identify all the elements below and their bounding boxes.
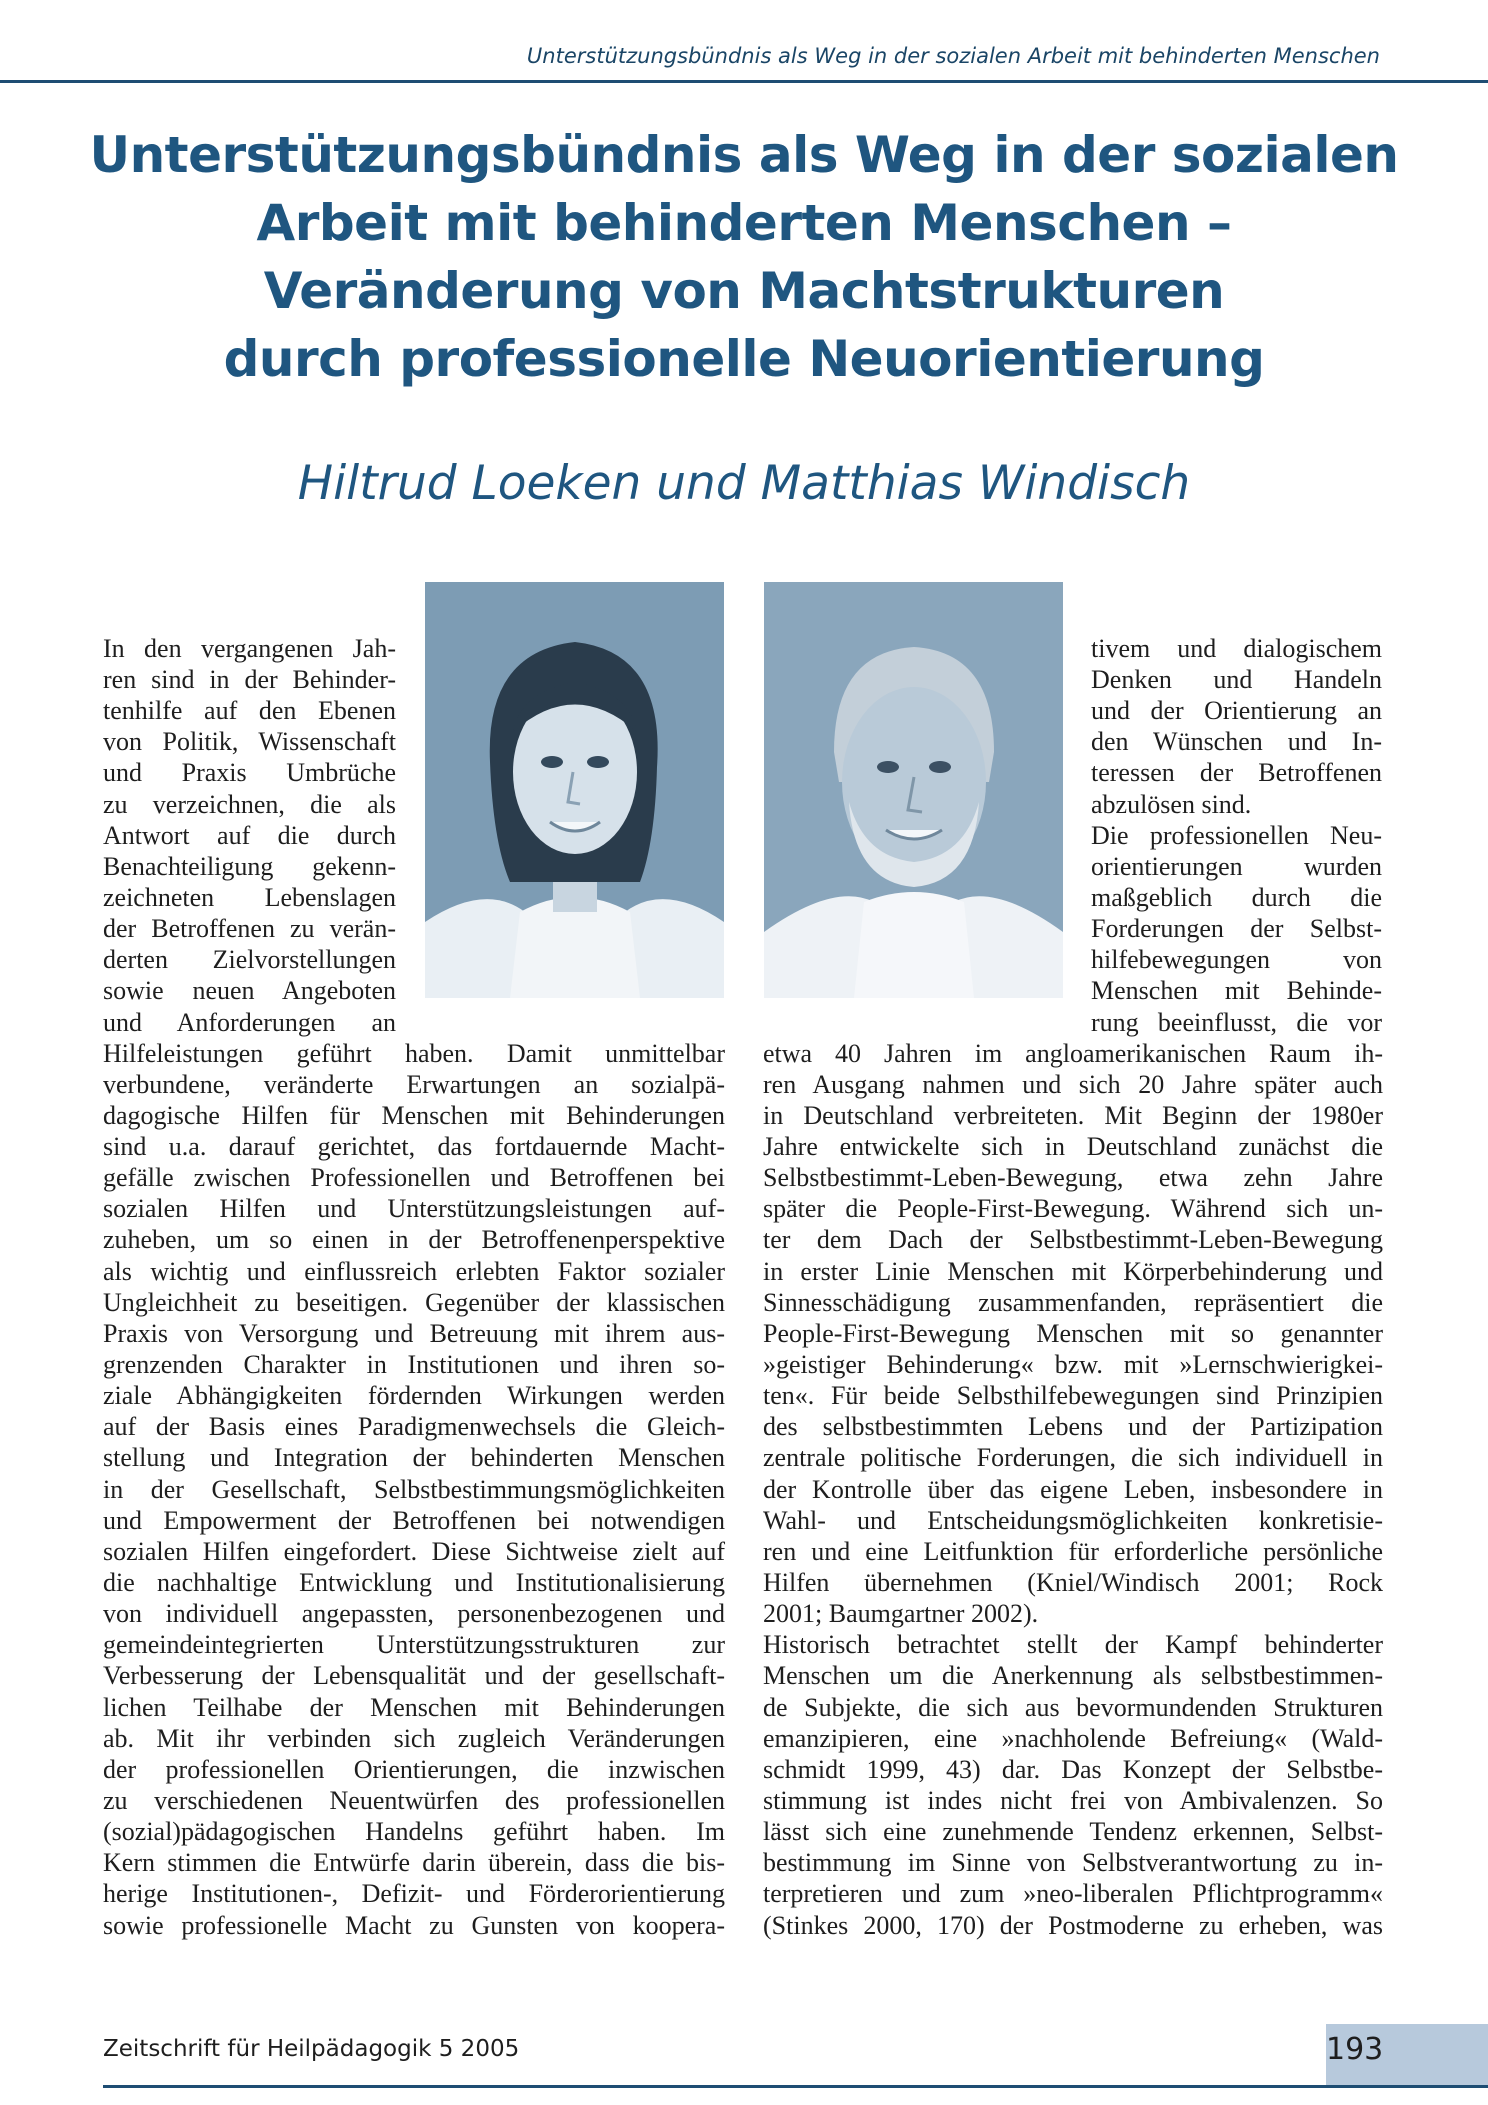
text-line: Praxis von Versorgung und Betreuung mit ihrem aus- [103,1319,725,1348]
text-line: ten«. Für beide Selbsthilfebewegungen sind Prinzipien [763,1381,1383,1410]
text-line: tivem und dialogischem [1091,634,1382,663]
text-line: maßgeblich durch die [1091,883,1382,912]
portrait-man-photo [764,582,1063,998]
text-line: Historisch betrachtet stellt der Kampf behinderter [763,1630,1383,1659]
text-line: Benachteiligung gekenn- [103,852,396,881]
text-line: »geistiger Behinderung« bzw. mit »Lernschwierigkei- [763,1350,1383,1379]
text-line: sowie professionelle Macht zu Gunsten von koopera- [103,1911,725,1940]
text-line: herige Institutionen-, Defizit- und Förderorientierung [103,1879,725,1908]
text-line: derten Zielvorstellungen [103,945,396,974]
text-line: rung beeinflusst, die vor [1091,1008,1382,1037]
text-line: verbundene, veränderte Erwartungen an sozialpä- [103,1070,725,1099]
text-line: Die professionellen Neu- [1091,821,1382,850]
text-line: ren und eine Leitfunktion für erforderliche persönliche [763,1537,1383,1566]
text-line: Jahre entwickelte sich in Deutschland zunächst die [763,1132,1383,1161]
text-line: die nachhaltige Entwicklung und Institutionalisierung [103,1568,725,1597]
text-line: der Betroffenen zu verän- [103,914,396,943]
text-line: später die People-First-Bewegung. Während sich un- [763,1194,1383,1223]
text-line: bestimmung im Sinne von Selbstverantwortung zu in- [763,1848,1383,1877]
text-line: abzulösen sind. [1091,790,1252,819]
text-line: Menschen mit Behinde- [1091,976,1382,1005]
text-line: ren Ausgang nahmen und sich 20 Jahre später auch [763,1070,1383,1099]
authors: Hiltrud Loeken und Matthias Windisch [297,456,1191,511]
footer-rule [103,2085,1488,2088]
header-rule [0,80,1488,83]
text-line: Hilfeleistungen geführt haben. Damit unmittelbar [103,1039,725,1068]
text-line: auf der Basis eines Paradigmenwechsels die Gleich- [103,1412,725,1441]
text-line: stimmung ist indes nicht frei von Ambivalenzen. So [763,1786,1383,1815]
text-line: sind u.a. darauf gerichtet, das fortdauernde Macht- [103,1132,725,1161]
text-line: People-First-Bewegung Menschen mit so genannter [763,1319,1383,1348]
text-line: Kern stimmen die Entwürfe darin überein, dass die bis- [103,1848,725,1877]
text-line: gefälle zwischen Professionellen und Betroffenen bei [103,1163,725,1192]
text-line: In den vergangenen Jah- [103,634,396,663]
text-line: Menschen um die Anerkennung als selbstbestimmen- [763,1661,1383,1690]
text-line: tenhilfe auf den Ebenen [103,696,396,725]
text-line: Wahl- und Entscheidungsmöglichkeiten konkretisie- [763,1506,1383,1535]
text-line: de Subjekte, die sich aus bevormundenden Strukturen [763,1693,1383,1722]
page-number: 193 [1326,2032,1384,2067]
text-line: Forderungen der Selbst- [1091,914,1382,943]
text-line: Hilfen übernehmen (Kniel/Windisch 2001; Rock [763,1568,1383,1597]
text-line: ren sind in der Behinder- [103,665,396,694]
text-line: (sozial)pädagogischen Handelns geführt haben. Im [103,1817,725,1846]
text-line: 2001; Baumgartner 2002). [763,1599,1039,1628]
text-line: teressen der Betroffenen [1091,758,1382,787]
text-line: von Politik, Wissenschaft [103,727,396,756]
text-line: zu verzeichnen, die als [103,790,396,819]
title-line-4: durch professionelle Neuorientierung [223,330,1265,388]
text-line: orientierungen wurden [1091,852,1382,881]
journal-footer: Zeitschrift für Heilpädagogik 5 2005 [103,2036,520,2062]
text-line: der Kontrolle über das eigene Leben, insbesondere in [763,1475,1383,1504]
text-line: der professionellen Orientierungen, die inzwischen [103,1755,725,1784]
text-line: stellung und Integration der behinderten Menschen [103,1443,725,1472]
text-line: zu verschiedenen Neuentwürfen des professionellen [103,1786,725,1815]
text-line: sozialen Hilfen eingefordert. Diese Sichtweise zielt auf [103,1537,725,1566]
title-line-3: Veränderung von Machtstrukturen [263,262,1225,320]
text-line: lässt sich eine zunehmende Tendenz erkennen, Selbst- [763,1817,1383,1846]
text-line: in erster Linie Menschen mit Körperbehinderung und [763,1257,1383,1286]
portrait-woman-photo [425,582,724,998]
text-line: in Deutschland verbreiteten. Mit Beginn der 1980er [763,1101,1383,1130]
text-line: als wichtig und einflussreich erlebten Faktor sozialer [103,1257,725,1286]
text-line: Selbstbestimmt-Leben-Bewegung, etwa zehn Jahre [763,1163,1383,1192]
title-line-1: Unterstützungsbündnis als Weg in der sozialen [89,126,1399,184]
running-head: Unterstützungsbündnis als Weg in der sozialen Arbeit mit behinderten Menschen [526,44,1380,68]
text-line: Ungleichheit zu beseitigen. Gegenüber der klassischen [103,1288,725,1317]
text-line: sowie neuen Angeboten [103,976,396,1005]
text-line: hilfebewegungen von [1091,945,1382,974]
text-line: (Stinkes 2000, 170) der Postmoderne zu erheben, was [763,1911,1383,1940]
text-line: von individuell angepassten, personenbezogenen und [103,1599,725,1628]
text-line: und Empowerment der Betroffenen bei notwendigen [103,1506,725,1535]
text-line: zuheben, um so einen in der Betroffenenperspektive [103,1225,725,1254]
text-line: emanzipieren, eine »nachholende Befreiung« (Wald- [763,1724,1383,1753]
text-line: des selbstbestimmten Lebens und der Partizipation [763,1412,1383,1441]
text-line: ziale Abhängigkeiten fördernden Wirkungen werden [103,1381,725,1410]
text-line: schmidt 1999, 43) dar. Das Konzept der Selbstbe- [763,1755,1383,1784]
text-line: ter dem Dach der Selbstbestimmt-Leben-Bewegung [763,1225,1383,1254]
text-line: Sinnesschädigung zusammenfanden, repräsentiert die [763,1288,1383,1317]
text-line: Antwort auf die durch [103,821,396,850]
text-line: ab. Mit ihr verbinden sich zugleich Veränderungen [103,1724,725,1753]
text-line: und Praxis Umbrüche [103,758,396,787]
title-line-2: Arbeit mit behinderten Menschen – [256,194,1232,252]
text-line: zentrale politische Forderungen, die sich individuell in [763,1443,1383,1472]
text-line: und der Orientierung an [1091,696,1382,725]
text-line: gemeindeintegrierten Unterstützungsstrukturen zur [103,1630,725,1659]
text-line: terpretieren und zum »neo-liberalen Pflichtprogramm« [763,1879,1383,1908]
text-line: lichen Teilhabe der Menschen mit Behinderungen [103,1693,725,1722]
text-line: Verbesserung der Lebensqualität und der gesellschaft- [103,1661,725,1690]
text-line: in der Gesellschaft, Selbstbestimmungsmöglichkeiten [103,1475,725,1504]
text-line: Denken und Handeln [1091,665,1382,694]
text-line: dagogische Hilfen für Menschen mit Behinderungen [103,1101,725,1130]
text-line: den Wünschen und In- [1091,727,1382,756]
text-line: etwa 40 Jahren im angloamerikanischen Raum ih- [763,1039,1383,1068]
text-line: grenzenden Charakter in Institutionen und ihren so- [103,1350,725,1379]
text-line: und Anforderungen an [103,1008,396,1037]
text-line: sozialen Hilfen und Unterstützungsleistungen auf- [103,1194,725,1223]
text-line: zeichneten Lebenslagen [103,883,396,912]
